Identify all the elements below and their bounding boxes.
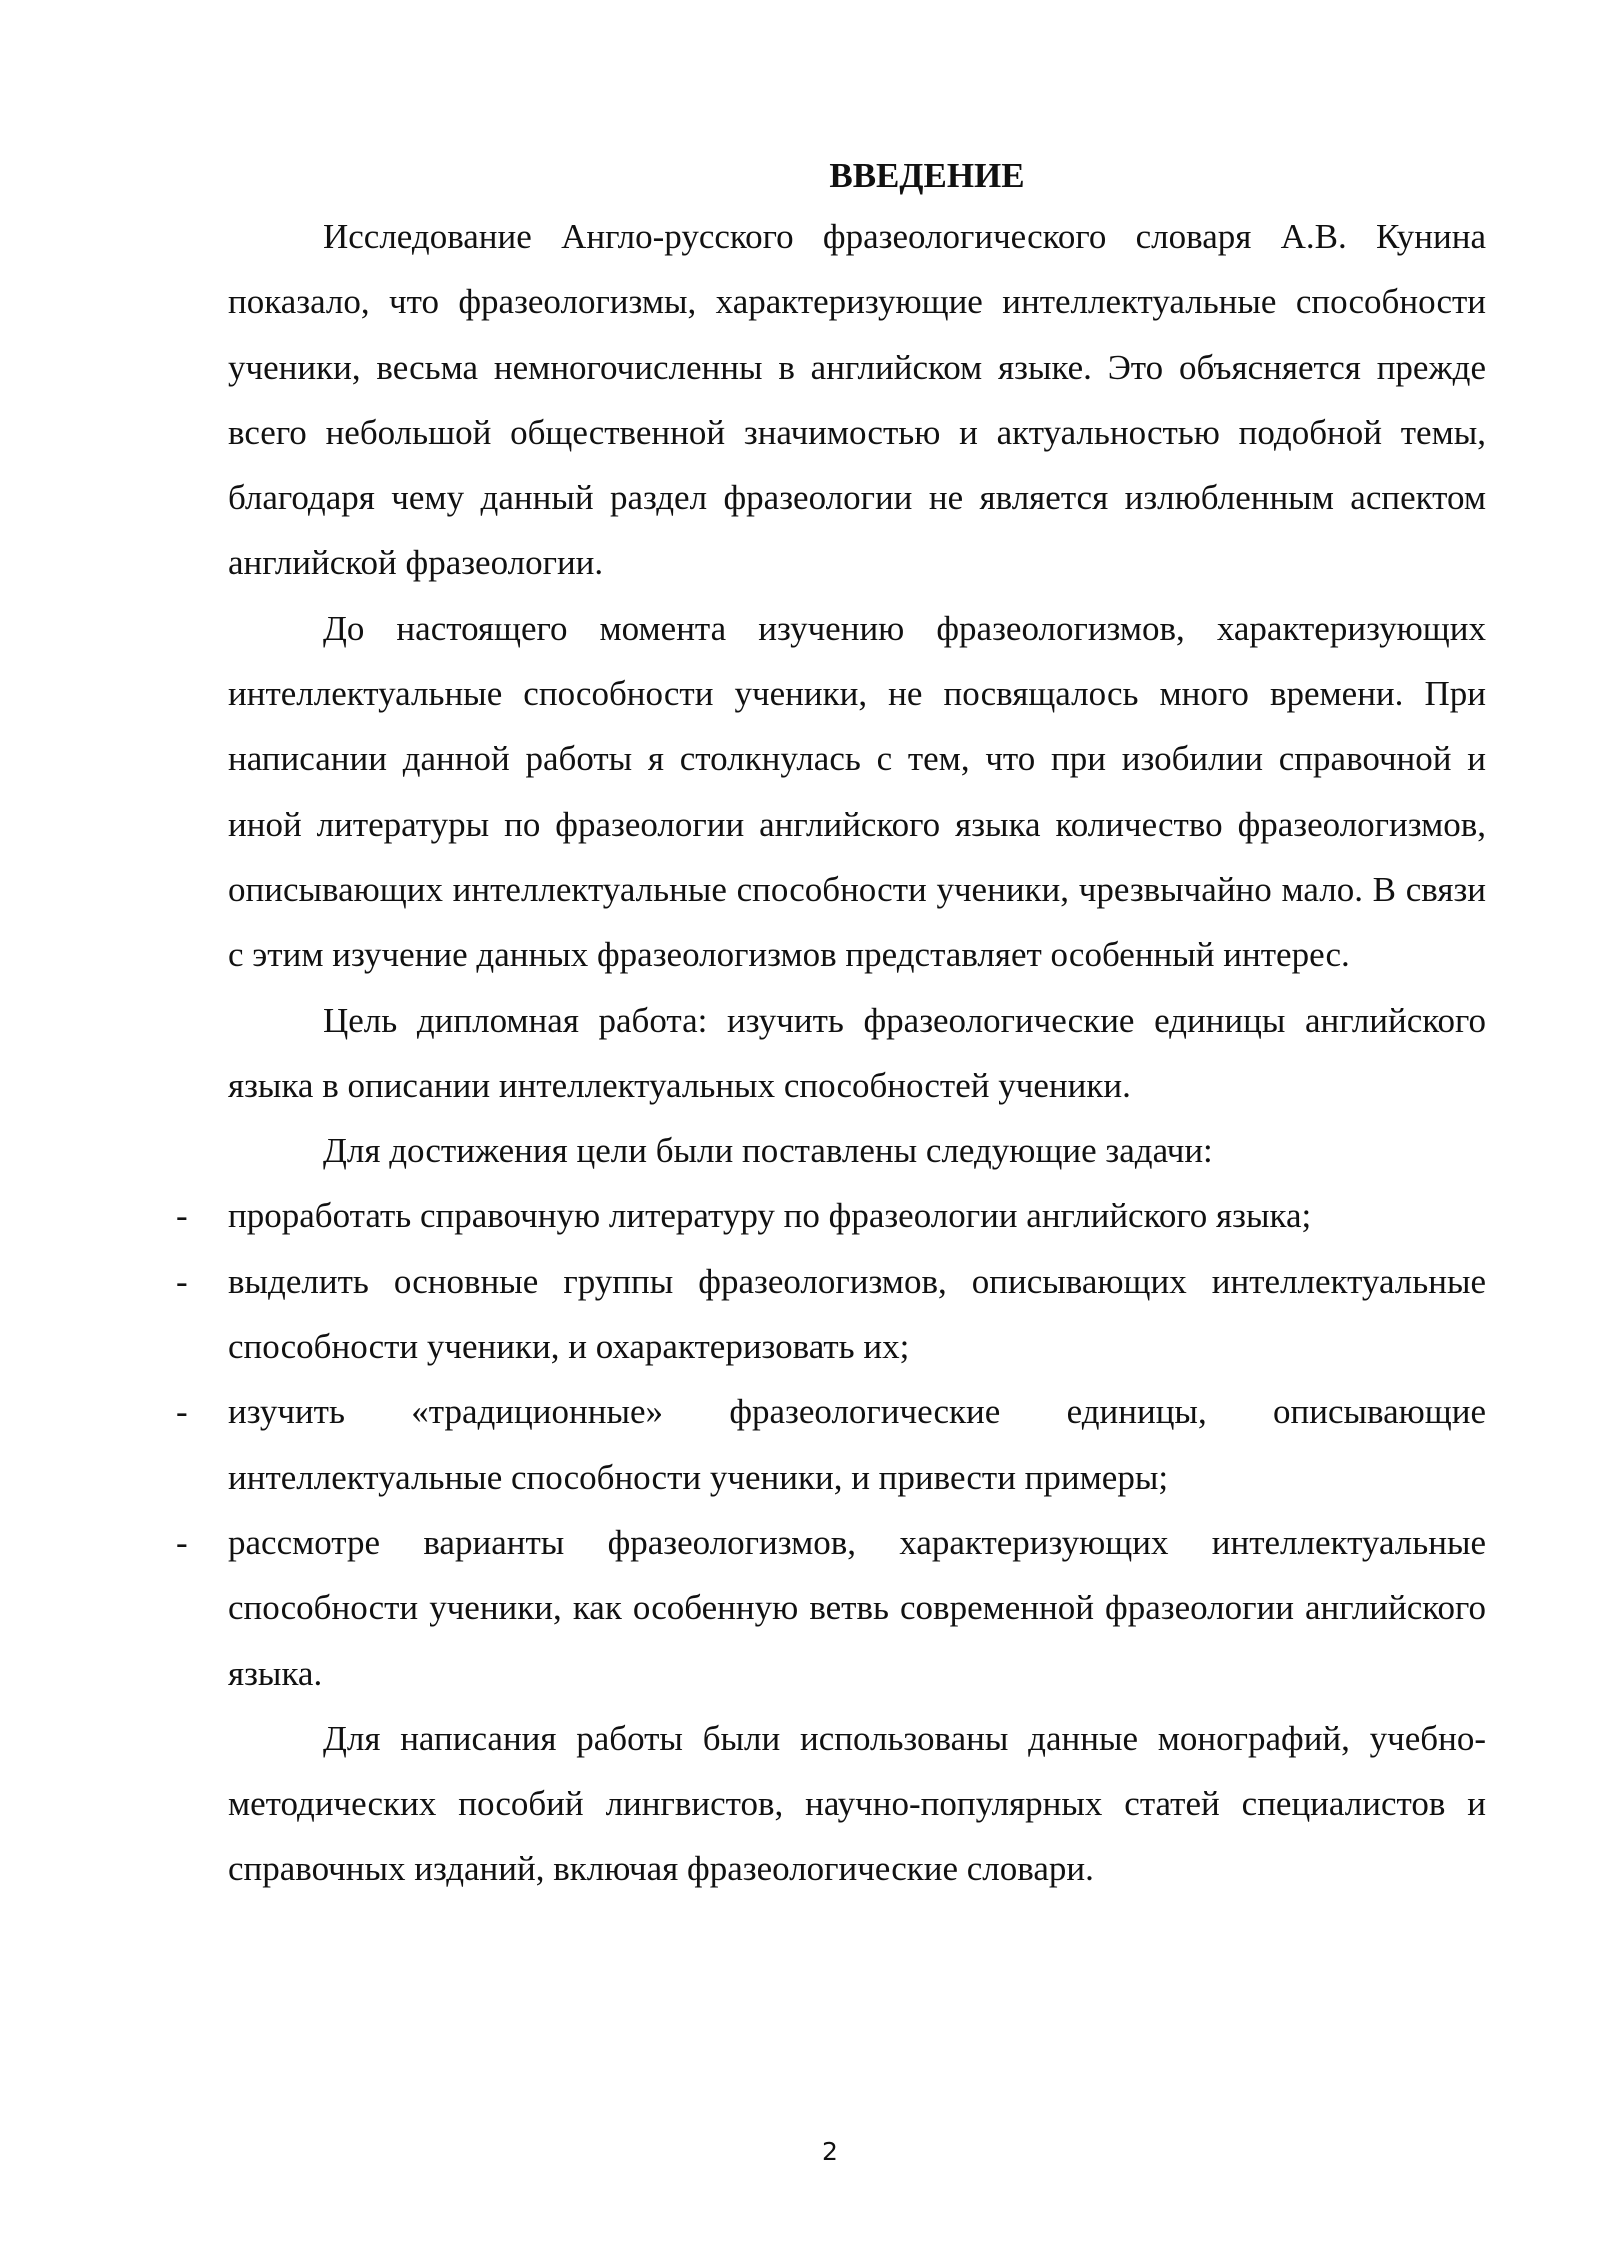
- section-title: ВВЕДЕНИЕ: [829, 156, 1025, 195]
- page-number: 2: [822, 2137, 838, 2166]
- document-body: [176, 148, 1486, 1902]
- list-item: [176, 1379, 1486, 1510]
- paragraph-goal: Цель дипломная работа: изучить фразеологические единицы английского языка в описании интеллектуальных способностей ученики.: [228, 1000, 1486, 1105]
- list-item-text: рассмотре варианты фразеологизмов, характеризующих интеллектуальные способности ученики, как особенную ветвь современной фразеологии английского языка.: [228, 1522, 1486, 1693]
- paragraph-tasks-intro: Для достижения цели были поставлены следующие задачи:: [323, 1131, 1213, 1171]
- list-dash: -: [176, 1522, 188, 1562]
- paragraph-sources: Для написания работы были использованы данные монографий, учебно-методических пособий лингвистов, научно-популярных статей специалистов и справочных изданий, включая фразеологические словари.: [228, 1718, 1486, 1889]
- list-item: [176, 1249, 1486, 1380]
- paragraph-research-gap: До настоящего момента изучению фразеологизмов, характеризующих интеллектуальные способности ученики, не посвящалось много времени. При написании данной работы я столкнулась с тем, что при изобилии справочной и иной литературы по фразеологии английского языка количество фразеологизмов, описывающих интеллектуальные способности ученики, чрезвычайно мало. В связи с этим изучение данных фразеологизмов представляет особенный интерес.: [228, 608, 1486, 975]
- list-item: [176, 1183, 1486, 1248]
- list-item-text: проработать справочную литературу по фразеологии английского языка;: [228, 1196, 1312, 1236]
- tasks-list: [176, 1183, 1486, 1705]
- list-item: [176, 1510, 1486, 1706]
- list-dash: -: [176, 1196, 188, 1236]
- list-item-text: изучить «традиционные» фразеологические единицы, описывающие интеллектуальные способности ученики, и привести примеры;: [228, 1392, 1486, 1497]
- list-dash: -: [176, 1261, 188, 1301]
- paragraph-intro: Исследование Англо-русского фразеологического словаря А.В. Кунина показало, что фразеологизмы, характеризующие интеллектуальные способности ученики, весьма немногочисленны в английском языке. Это объясняется прежде всего небольшой общественной значимостью и актуальностью подобной темы, благодаря чему данный раздел фразеологии не является излюбленным аспектом английской фразеологии.: [228, 217, 1486, 583]
- list-item-text: выделить основные группы фразеологизмов, описывающих интеллектуальные способности ученики, и охарактеризовать их;: [228, 1261, 1486, 1367]
- list-dash: -: [176, 1392, 188, 1432]
